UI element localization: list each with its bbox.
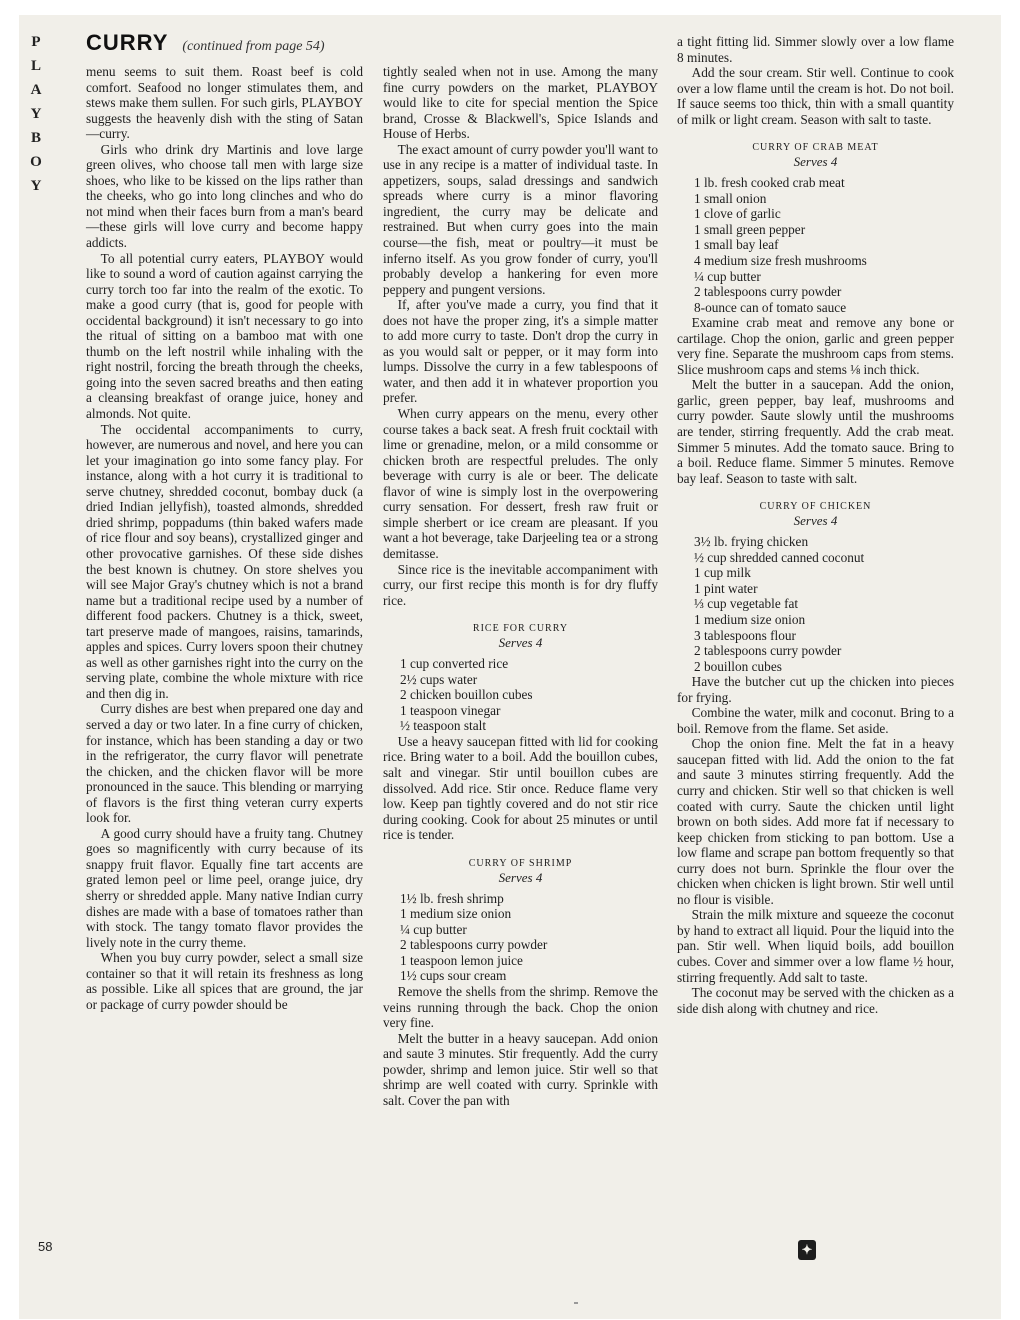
column-3 [677, 34, 954, 1016]
ingredient-item: 1½ cups sour cream [400, 968, 507, 984]
recipe-title-shrimp: CURRY OF SHRIMP [468, 857, 573, 869]
ingredient-item: 1 lb. fresh cooked crab meat [694, 175, 845, 191]
ingredient-item: 1 pint water [694, 580, 758, 596]
paragraph: Curry dishes are best when prepared one day and served a day or two later. In a fine curry of chicken, for instance, which has been standing a day or two in the refrigerator, the curry flavor will penetrate the chicken, and the chicken flavor will be more pronounced in the sauce. This blending or marrying of flavors is the first thing veteran curry experts look for. [86, 701, 363, 826]
page-speck [574, 1302, 578, 1304]
paragraph: Strain the milk mixture and squeeze the coconut by hand to extract all liquid. Pour the liquid into the pan. Stir well. When liquid boils, add bouillon cubes. Cover and simmer over a low flame ½ hour, stirring frequently. Add salt to taste. [677, 907, 954, 985]
ingredient-item: 2 tablespoons curry powder [694, 643, 842, 659]
column-2 [383, 64, 658, 1108]
side-label-letter: P [31, 34, 41, 50]
magazine-side-label [26, 30, 46, 198]
side-label-letter: Y [30, 106, 42, 122]
paragraph: A good curry should have a fruity tang. Chutney goes so magnificently with curry because of its snappy fruit flavor. Equally fine tart accents are grated lemon peel or lime peel, orange juice, dry sherry or shredded apple. Many native Indian curry dishes are made with a base of tomatoes rather than with stock. The tangy tomato flavor provides the lively note in the curry theme. [86, 825, 363, 950]
paragraph: Melt the butter in a saucepan. Add the onion, garlic, green pepper, bay leaf, mushrooms and curry powder. Saute slowly until the mushrooms are tender, stirring frequently. Add the crab meat. Simmer 5 minutes. Add the tomato sauce. Bring to a boil. Reduce flame. Simmer 5 minutes. Remove bay leaf. Season to taste with salt. [677, 377, 954, 486]
paragraph: tightly sealed when not in use. Among the many fine curry powders on the market, PLAYBOY would like to cite for special mention the Spice brand, Crosse & Blackwell's, Spice Islands and House of Herbs. [383, 64, 658, 142]
paragraph: Melt the butter in a heavy saucepan. Add onion and saute 3 minutes. Stir frequently. Add the curry powder, shrimp and lemon juice. Stir well so that shrimp are well coated with curry. Sprinkle with salt. Cover the pan with [383, 1030, 658, 1108]
recipe-serves-crab: Serves 4 [793, 154, 838, 170]
paragraph: menu seems to suit them. Roast beef is cold comfort. Seafood no longer stimulates them, and stews make them sullen. For such girls, PLAYBOY suggests the heavenly dish with the sting of Satan—curry. [86, 64, 363, 142]
paragraph: The coconut may be served with the chicken as a side dish along with chutney and rice. [677, 985, 954, 1016]
ingredient-item: 2 tablespoons curry powder [400, 937, 548, 953]
paragraph: To all potential curry eaters, PLAYBOY would like to sound a word of caution against carrying the curry torch too far into the realm of the exotic. To make a good curry (that is, good for people with occidental background) it isn't necessary to go into the ritual of sitting on a bamboo mat with one thumb on the left nostril while inhaling with the right nostril, forcing the breath through the cheeks, going into the seven sacred breaths and then eating a cleansing breakfast of orange juice, honey and almonds. Not quite. [86, 250, 363, 422]
ingredient-item: 1 teaspoon lemon juice [400, 952, 523, 968]
recipe-serves-shrimp: Serves 4 [498, 869, 543, 885]
recipe-title-chicken: CURRY OF CHICKEN [759, 501, 872, 513]
paragraph: Combine the water, milk and coconut. Bring to a boil. Remove from the flame. Set aside. [677, 705, 954, 736]
page-number: 58 [38, 1239, 53, 1254]
ingredient-item: 2 tablespoons curry powder [694, 284, 842, 300]
paragraph: Have the butcher cut up the chicken into pieces for frying. [677, 674, 954, 705]
ingredient-list-chicken [677, 534, 954, 674]
paragraph: When curry appears on the menu, every other course takes a back seat. A fresh fruit cocktail with lime or grenadine, melon, or a mild consomme or chicken broth are respectful preludes. The only beverage with curry is ale or beer. The delicate flavor of wine is simply lost in the overpowering curry sensation. For dessert, fresh raw fruit or simple sherbert or ice cream are pleasant. If you want a hot beverage, take Darjeeling tea or a strong demitasse. [383, 406, 658, 561]
ingredient-item: 1 clove of garlic [694, 206, 781, 222]
ingredient-item: 1 cup milk [694, 565, 751, 581]
paragraph: Girls who drink dry Martinis and love large green olives, who choose tall men with large size shoes, who like to be kissed on the lips rather than the cheeks, who go into long clinches and who do not mind when their faces burn from a man's beard—these girls will love curry and become happy addicts. [86, 141, 363, 251]
paragraph: Since rice is the inevitable accompaniment with curry, our first recipe this month is for dry fluffy rice. [383, 561, 658, 608]
ingredient-item: ½ cup shredded canned coconut [694, 549, 865, 565]
side-label-letter: A [30, 82, 42, 98]
column-1 [86, 64, 363, 1012]
paragraph: The exact amount of curry powder you'll want to use in any recipe is a matter of individual taste. In appetizers, soups, salad dressings and sandwich spreads where curry is a minor flavoring ingredient, the curry may be delicate and restrained. But when curry goes into the main course—the fish, meat or poultry—it must be inferno itself. As you grow fonder of curry, you'll probably develop a hankering for even more peppery and pungent versions. [383, 141, 658, 297]
paragraph: Add the sour cream. Stir well. Continue to cook over a low flame until the cream is hot. Do not boil. If sauce seems too thick, thin with a small quantity of milk or light cream. Season with salt to taste. [677, 65, 954, 127]
recipe-title-crab: CURRY OF CRAB MEAT [752, 142, 879, 154]
paragraph: If, after you've made a curry, you find that it does not have the proper zing, it's a simple matter to add more curry to taste. Don't drop the curry in as you would salt or pepper, or it may form into lumps. Dissolve the curry in a few tablespoons of water, and then add it in whatever proportion you prefer. [383, 297, 658, 406]
ingredient-item: ¼ cup butter [694, 268, 761, 284]
rabbit-logo-icon: ✦ [798, 1240, 816, 1260]
article-header [86, 30, 386, 56]
ingredient-item: 2 bouillon cubes [694, 658, 782, 674]
ingredient-item: 3 tablespoons flour [694, 627, 796, 643]
continued-note: (continued from page 54) [182, 39, 325, 54]
ingredient-item: 1 teaspoon vinegar [400, 702, 501, 718]
recipe-serves-rice: Serves 4 [498, 635, 543, 651]
paragraph: The occidental accompaniments to curry, however, are numerous and novel, and here you can let your imagination go into some fancy play. For instance, along with a hot curry it is traditional to serve chutney, shredded coconut, bombay duck (a dried Indian jellyfish), toasted almonds, shredded dried shrimp, poppadums (thin baked wafers made of rice flour and soy beans), crystallized ginger and other provocative garnishes. Of these side dishes the best known is chutney. On store shelves you will see Major Gray's chutney which is not a brand name but a traditional recipe used by a number of different food packers. Chutney is a thick, sweet, tart preserve made of mangoes, raisins, tamarinds, apples and spices. Curry lovers spoon their chutney as well as other garnishes right into the curry on the serving plate, combine the whole mixture with rice and then dig in. [86, 421, 363, 701]
ingredient-item: 1 small onion [694, 190, 767, 206]
recipe-serves-chicken: Serves 4 [793, 513, 838, 529]
ingredient-item: 1 small green pepper [694, 221, 806, 237]
ingredient-item: ½ teaspoon stalt [400, 718, 487, 734]
side-label-letter: O [30, 154, 42, 170]
ingredient-item: 8-ounce can of tomato sauce [694, 299, 847, 315]
ingredient-item: ⅓ cup vegetable fat [694, 596, 799, 612]
ingredient-item: ¼ cup butter [400, 921, 467, 937]
recipe-title-rice: RICE FOR CURRY [472, 623, 569, 635]
ingredient-item: 1 small bay leaf [694, 237, 779, 253]
ingredient-item: 1 medium size onion [694, 611, 806, 627]
side-label-letter: L [30, 58, 41, 74]
ingredient-item: 2½ cups water [400, 671, 478, 687]
ingredient-list-shrimp [383, 891, 658, 984]
ingredient-list-rice [383, 656, 658, 734]
side-label-letter: Y [30, 178, 42, 194]
paragraph: a tight fitting lid. Simmer slowly over a low flame 8 minutes. [677, 34, 954, 65]
ingredient-item: 1 medium size onion [400, 906, 512, 922]
ingredient-item: 1 cup converted rice [400, 656, 509, 672]
paragraph: When you buy curry powder, select a small size container so that it will retain its freshness as long as possible. Like all spices that are ground, the jar or package of curry powder should be [86, 950, 363, 1012]
paragraph: Remove the shells from the shrimp. Remove the veins running through the back. Chop the onion very fine. [383, 983, 658, 1031]
ingredient-item: 1½ lb. fresh shrimp [400, 890, 504, 906]
paragraph: Use a heavy saucepan fitted with lid for cooking rice. Bring water to a boil. Add the bouillon cubes, salt and vinegar. Stir until bouillon cubes are dissolved. Add rice. Stir once. Reduce flame very low. Keep pan tightly covered and do not stir rice during cooking. Cook for about 25 minutes or until rice is tender. [383, 733, 658, 843]
ingredient-item: 4 medium size fresh mushrooms [694, 253, 867, 269]
ingredient-item: 3½ lb. frying chicken [694, 534, 809, 550]
paragraph: Chop the onion fine. Melt the fat in a heavy saucepan fitted with lid. Add the onion to the fat and saute 3 minutes stirring frequently. Add the curry and chicken. Stir well so that chicken is well coated with curry. Saute the chicken until light brown on both sides. Add more fat if necessary to keep chicken from sticking to pan bottom. Use a low flame and scrape pan bottom frequently so that curry does not burn. Sprinkle the flour over the chicken when chicken is light brown. Stir well until no flour is visible. [677, 736, 954, 907]
article-title: CURRY [86, 30, 169, 55]
ingredient-item: 2 chicken bouillon cubes [400, 687, 533, 703]
side-label-letter: B [30, 130, 41, 146]
ingredient-list-crab [677, 175, 954, 315]
paragraph: Examine crab meat and remove any bone or cartilage. Chop the onion, garlic and green pepper very fine. Separate the mushroom caps from stems. Slice mushroom caps and stems ⅛ inch thick. [677, 315, 954, 377]
